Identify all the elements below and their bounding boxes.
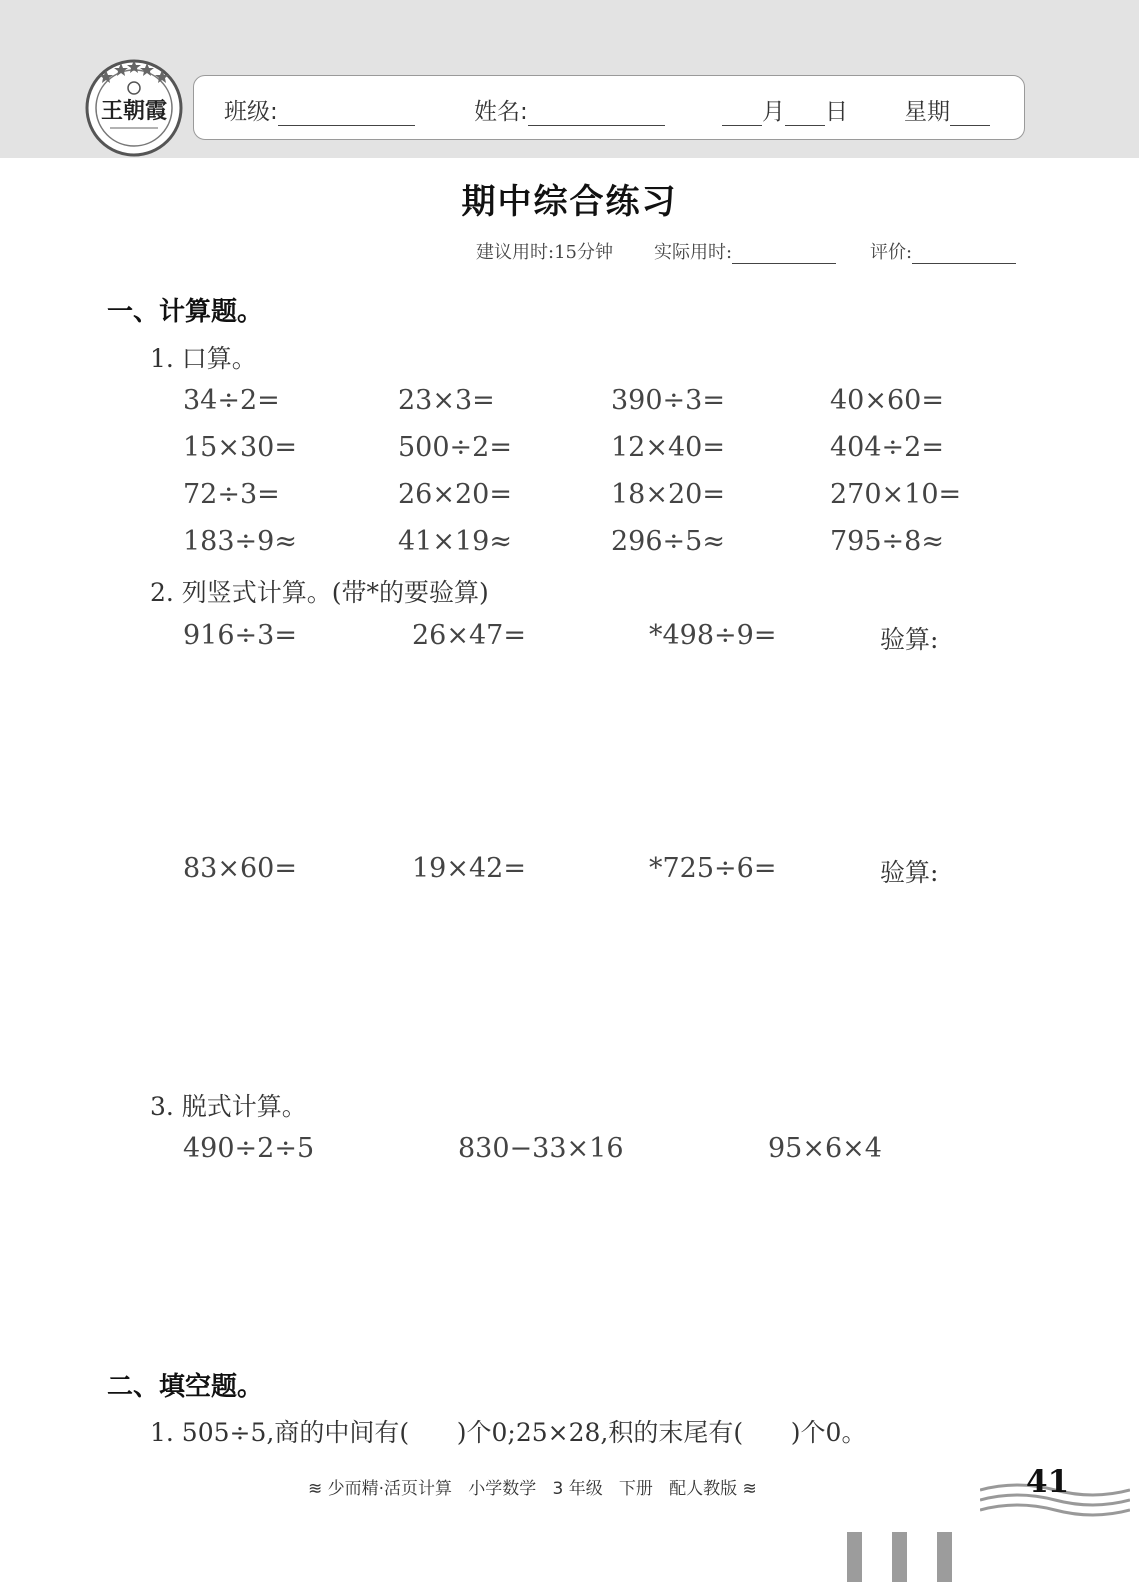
page-number: 41 bbox=[1026, 1464, 1070, 1500]
oral-problem: 40×60= bbox=[830, 385, 944, 416]
edge-tab bbox=[847, 1532, 862, 1582]
name-label: 姓名: bbox=[474, 99, 528, 125]
check-label: 验算: bbox=[880, 625, 939, 654]
class-field[interactable] bbox=[224, 93, 415, 126]
part2-label: 2. 列竖式计算。(带*的要验算) bbox=[150, 578, 489, 607]
oral-problem: 404÷2= bbox=[830, 432, 944, 463]
vertical-problem: *725÷6= bbox=[649, 853, 777, 884]
weekday-field[interactable] bbox=[904, 93, 990, 126]
edge-tab bbox=[937, 1532, 952, 1582]
wave-icon: ≋ bbox=[308, 1479, 328, 1499]
vertical-problem: 26×47= bbox=[412, 620, 526, 651]
edge-tab bbox=[892, 1532, 907, 1582]
oral-problem: 72÷3= bbox=[183, 479, 280, 510]
stepwise-problem: 830−33×16 bbox=[458, 1133, 624, 1164]
evaluation-field[interactable] bbox=[870, 238, 1016, 264]
oral-problem: 23×3= bbox=[398, 385, 495, 416]
evaluation-label: 评价: bbox=[870, 242, 913, 263]
oral-problem: 26×20= bbox=[398, 479, 512, 510]
day-label: 日 bbox=[825, 99, 848, 125]
oral-problem: 12×40= bbox=[611, 432, 725, 463]
oral-problem: 296÷5≈ bbox=[611, 526, 725, 557]
oral-problem: 795÷8≈ bbox=[830, 526, 944, 557]
check-label: 验算: bbox=[880, 858, 939, 887]
oral-problem: 41×19≈ bbox=[398, 526, 512, 557]
month-label: 月 bbox=[762, 99, 785, 125]
vertical-problem: *498÷9= bbox=[649, 620, 777, 651]
actual-time-field[interactable] bbox=[654, 238, 836, 264]
oral-problem: 183÷9≈ bbox=[183, 526, 297, 557]
section2-heading: 二、填空题。 bbox=[107, 1372, 264, 1402]
oral-problem: 390÷3= bbox=[611, 385, 725, 416]
class-label: 班级: bbox=[224, 99, 278, 125]
footer-bar bbox=[308, 1474, 757, 1499]
vertical-problem: 83×60= bbox=[183, 853, 297, 884]
date-field[interactable] bbox=[722, 93, 848, 126]
oral-problem: 15×30= bbox=[183, 432, 297, 463]
vertical-problem: 19×42= bbox=[412, 853, 526, 884]
oral-problem: 34÷2= bbox=[183, 385, 280, 416]
stepwise-problem: 490÷2÷5 bbox=[183, 1133, 315, 1164]
fill-blank-question: 1. 505÷5,商的中间有( )个0;25×28,积的末尾有( )个0。 bbox=[150, 1418, 867, 1447]
svg-text:王朝霞: 王朝霞 bbox=[100, 98, 168, 124]
page-title: 期中综合练习 bbox=[461, 182, 678, 222]
section1-heading: 一、计算题。 bbox=[107, 297, 264, 327]
name-field[interactable] bbox=[474, 93, 665, 126]
student-info-box bbox=[193, 75, 1025, 140]
stepwise-problem: 95×6×4 bbox=[768, 1133, 882, 1164]
wave-icon: ≋ bbox=[737, 1479, 757, 1499]
footer-text: 少而精·活页计算 小学数学 3 年级 下册 配人教版 bbox=[327, 1479, 738, 1499]
publisher-logo bbox=[84, 58, 184, 158]
weekday-label: 星期 bbox=[904, 99, 950, 125]
oral-problem: 270×10= bbox=[830, 479, 962, 510]
oral-problem: 500÷2= bbox=[398, 432, 512, 463]
part1-label: 1. 口算。 bbox=[150, 344, 257, 373]
vertical-problem: 916÷3= bbox=[183, 620, 297, 651]
suggested-time: 建议用时:15分钟 bbox=[476, 242, 613, 263]
oral-problem: 18×20= bbox=[611, 479, 725, 510]
actual-time-label: 实际用时: bbox=[654, 242, 733, 263]
part3-label: 3. 脱式计算。 bbox=[150, 1092, 307, 1121]
